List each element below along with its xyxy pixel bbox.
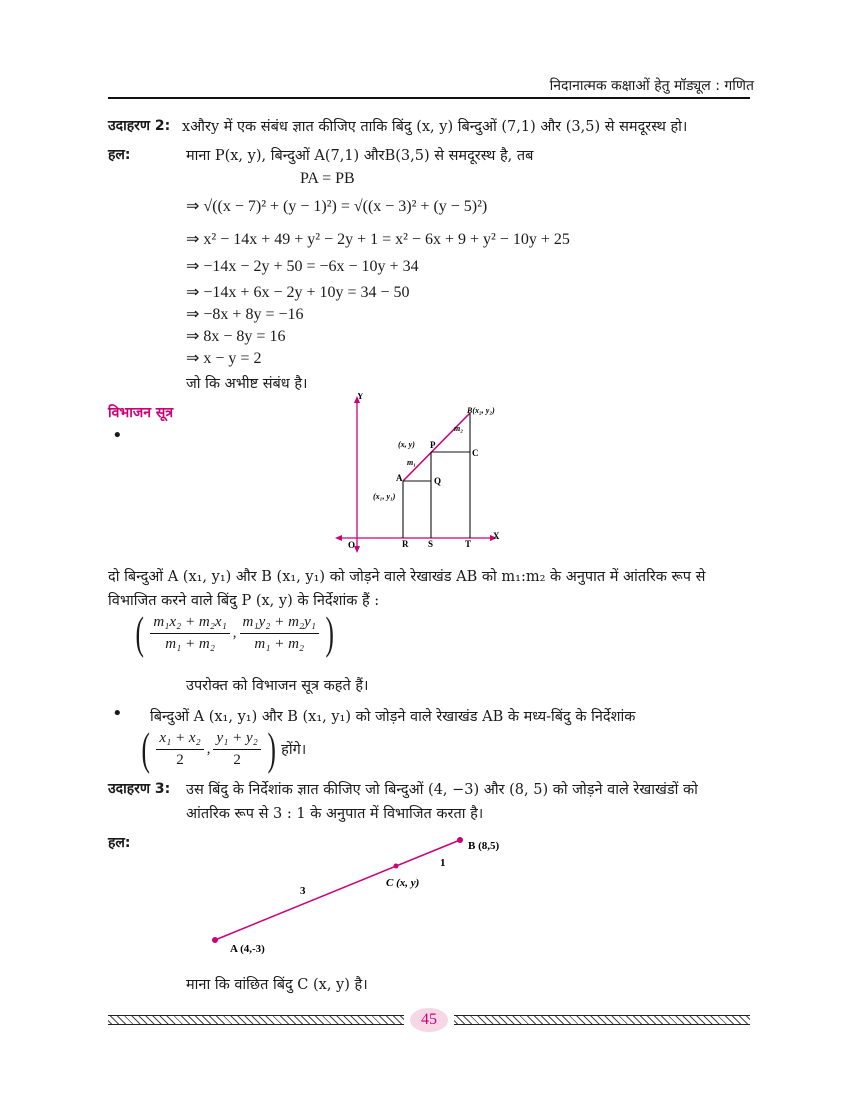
section-formula-line2: विभाजित करने वाले बिंदु P (x, y) के निर्देशांक हैं : [108, 593, 380, 609]
fraction-y-denominator: m₁ + m₂ [254, 635, 305, 652]
label-p: P [430, 440, 436, 450]
label-b: B(x₂, y₂) [467, 406, 495, 415]
fraction-x-denominator: m₁ + m₂ [165, 635, 215, 652]
page-number: 45 [410, 1008, 448, 1032]
section-diagram [330, 393, 510, 553]
example2-intro: माना P(x, y), बिन्दुओं A(7,1) औरB(3,5) से समदूरस्थ है, तब [186, 148, 534, 164]
midpoint-text: बिन्दुओं A (x₁, y₁) और B (x₁, y₁) को जोड़ने वाले रेखाखंड AB के मध्य-बिंदु के निर्देशांक [150, 709, 636, 725]
point-b [457, 837, 463, 843]
ratio-right-label: 1 [440, 857, 446, 869]
example3-question-line1: उस बिंदु के निर्देशांक ज्ञात कीजिए जो बिन्दुओं (4, −3) और (8, 5) को जोड़ने वाले रेखाखंडों को [186, 782, 698, 798]
step-4: ⇒ −14x + 6x − 2y + 10y = 34 − 50 [186, 284, 410, 301]
segment-ab [215, 840, 460, 940]
example2-label: उदाहरण 2: [108, 118, 171, 134]
y-axis-label: Y [357, 393, 364, 401]
midpoint-suffix: होंगे। [281, 742, 307, 758]
label-m1: m₁ [407, 458, 417, 467]
bullet-2: • [112, 703, 123, 724]
mid-right-paren: ) [267, 723, 276, 774]
label-s: S [428, 539, 434, 549]
step-7: ⇒ x − y = 2 [186, 350, 262, 367]
section-formula-coords: ( $\frac{\text{m₁x₂ + m₂x₁}}{\text{m₁ + m₂}}$ , $\frac{\text{m₁y₂ + m₂y₁}}{\text{m₁ + m₂}}$ ) [135, 607, 334, 658]
example3-question-line2: आंतरिक रूप से 3 : 1 के अनुपात में विभाजित करता है। [186, 806, 484, 822]
left-paren: ( [135, 607, 144, 658]
label-point-a: A (4,-3) [230, 943, 265, 955]
mid-fraction-x-denominator: 2 [176, 751, 184, 768]
label-a-coord: (x₁, y₁) [373, 492, 396, 501]
step-2: ⇒ x² − 14x + 49 + y² − 2y + 1 = x² − 6x + 9 + y² − 10y + 25 [186, 231, 570, 248]
right-paren: ) [325, 607, 334, 658]
label-q: Q [434, 476, 442, 486]
label-p-coord: (x, y) [398, 440, 415, 449]
step-1: ⇒ √((x − 7)² + (y − 1)²) = √((x − 3)² + (y − 5)²) [186, 198, 488, 215]
header-rule [108, 97, 750, 99]
step-6: ⇒ 8x − 8y = 16 [186, 328, 286, 345]
label-point-b: B (8,5) [468, 840, 500, 852]
ratio-left-label: 3 [300, 885, 306, 897]
section-formula-line1: दो बिन्दुओं A (x₁, y₁) और B (x₁, y₁) को जोड़ने वाले रेखाखंड AB को m₁:m₂ के अनुपात में आंतरिक रूप से [108, 569, 706, 585]
fraction-x [150, 614, 229, 653]
point-a [212, 937, 218, 943]
mid-fraction-x [156, 730, 203, 769]
example3-assume: माना कि वांछित बिंदु C (x, y) है। [186, 977, 368, 993]
label-t: T [465, 539, 472, 549]
bullet-1: • [112, 425, 123, 446]
example3-label: उदाहरण 3: [108, 781, 171, 797]
label-c: C [472, 448, 479, 458]
example2-question: xऔरy में एक संबंध ज्ञात कीजिए ताकि बिंदु (x, y) बिन्दुओं (7,1) और (3,5) से समदूरस्थ हो। [182, 119, 688, 135]
x-axis-label: X [493, 531, 500, 541]
example2-solution-label: हल: [108, 147, 131, 163]
step-3: ⇒ −14x − 2y + 50 = −6x − 10y + 34 [186, 258, 419, 275]
example3-solution-label: हल: [108, 835, 131, 851]
mid-fraction-x-numerator: x₁ + x₂ [156, 730, 203, 750]
section-title: विभाजन सूत्र [108, 405, 174, 421]
mid-left-paren: ( [141, 723, 150, 774]
point-c [394, 864, 399, 869]
step-5: ⇒ −8x + 8y = −16 [186, 306, 304, 323]
footer [108, 1012, 750, 1028]
label-m2: m₂ [454, 424, 464, 433]
fraction-y [240, 614, 319, 653]
mid-fraction-y [213, 730, 260, 769]
mid-fraction-y-numerator: y₁ + y₂ [213, 730, 260, 750]
label-a: A [396, 473, 403, 483]
section-formula-caption: उपरोक्त को विभाजन सूत्र कहते हैं। [186, 678, 369, 694]
footer-band-left [108, 1015, 404, 1025]
mid-fraction-y-denominator: 2 [233, 751, 241, 768]
midpoint-coords: ( $\frac{\text{x₁ + x₂}}{2}$ , $\frac{\text{y₁ + y₂}}{2}$ ) होंगे। [141, 723, 307, 774]
label-point-c: C (x, y) [386, 877, 420, 889]
example2-conclusion: जो कि अभीष्ट संबंध है। [186, 376, 308, 392]
header-title: निदानात्मक कक्षाओं हेतु मॉड्यूल : गणित [549, 78, 754, 94]
footer-band-right [454, 1015, 750, 1025]
origin-label: O [348, 540, 356, 550]
fraction-y-numerator: m₁y₂ + m₂y₁ [240, 614, 319, 634]
label-r: R [402, 539, 409, 549]
step-0: PA = PB [300, 170, 355, 187]
fraction-x-numerator: m₁x₂ + m₂x₁ [150, 614, 229, 634]
example3-figure [200, 828, 530, 958]
